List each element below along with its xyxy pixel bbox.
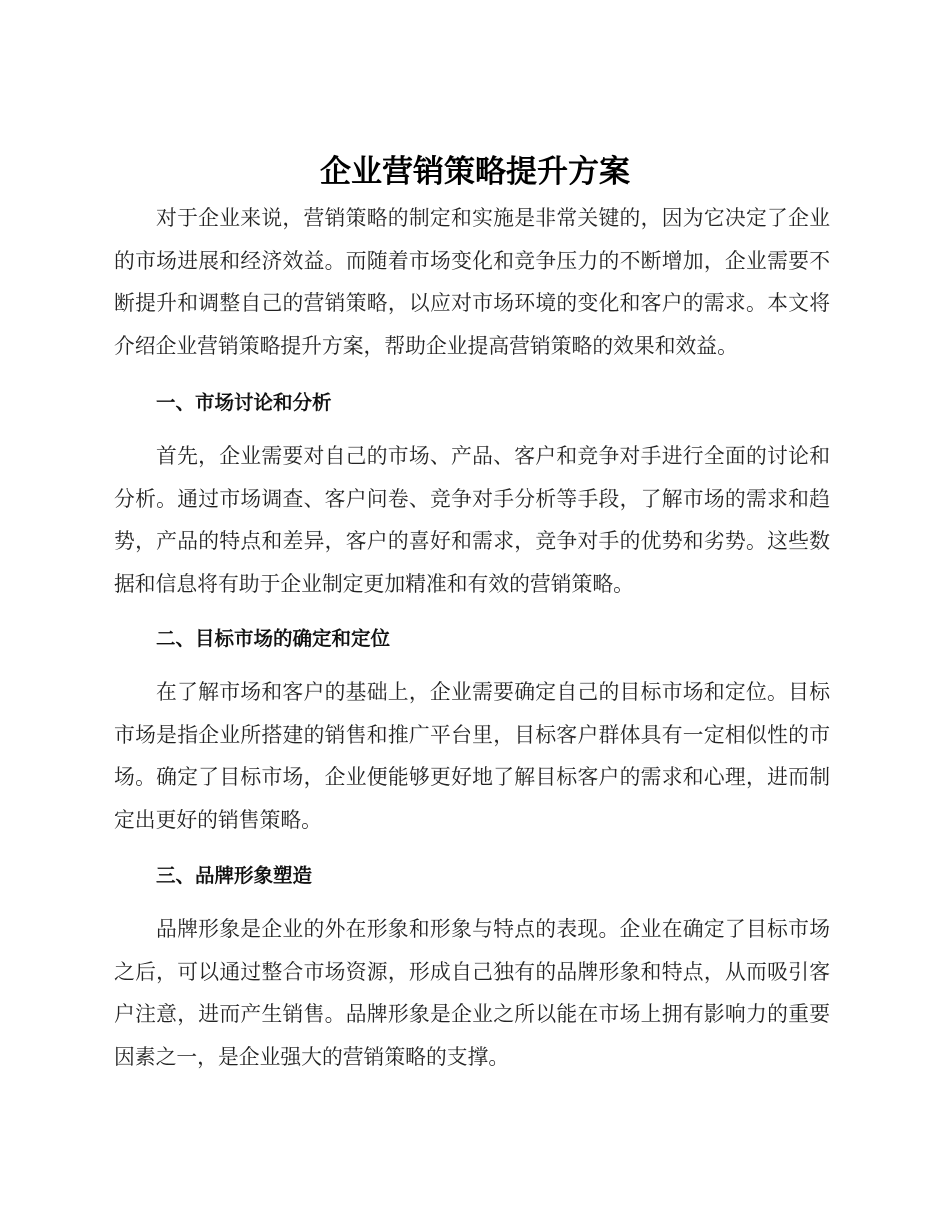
document-title: 企业营销策略提升方案 bbox=[320, 154, 630, 190]
intro-paragraph: 对于企业来说，营销策略的制定和实施是非常关键的，因为它决定了企业的市场进展和经济效益。而随着市场变化和竞争压力的不断增加，企业需要不断提升和调整自己的营销策略，以应对市场环境的变化和客户的需求。本文将介绍企业营销策略提升方案，帮助企业提高营销策略的效果和效益。 bbox=[114, 206, 830, 358]
section-heading-1: 一、市场讨论和分析 bbox=[156, 391, 332, 414]
section-heading-3: 三、品牌形象塑造 bbox=[156, 864, 313, 887]
section-paragraph-2: 在了解市场和客户的基础上，企业需要确定自己的目标市场和定位。目标市场是指企业所搭建的销售和推广平台里，目标客户群体具有一定相似性的市场。确定了目标市场，企业便能够更好地了解目标客户的需求和心理，进而制定出更好的销售策略。 bbox=[114, 680, 830, 832]
section-heading-2: 二、目标市场的确定和定位 bbox=[156, 627, 391, 650]
section-paragraph-1: 首先，企业需要对自己的市场、产品、客户和竞争对手进行全面的讨论和分析。通过市场调查、客户问卷、竞争对手分析等手段，了解市场的需求和趋势，产品的特点和差异，客户的喜好和需求，竞争对手的优势和劣势。这些数据和信息将有助于企业制定更加精准和有效的营销策略。 bbox=[114, 444, 830, 596]
section-paragraph-3: 品牌形象是企业的外在形象和形象与特点的表现。企业在确定了目标市场之后，可以通过整合市场资源，形成自己独有的品牌形象和特点，从而吸引客户注意，进而产生销售。品牌形象是企业之所以能在市场上拥有影响力的重要因素之一，是企业强大的营销策略的支撑。 bbox=[114, 917, 830, 1069]
